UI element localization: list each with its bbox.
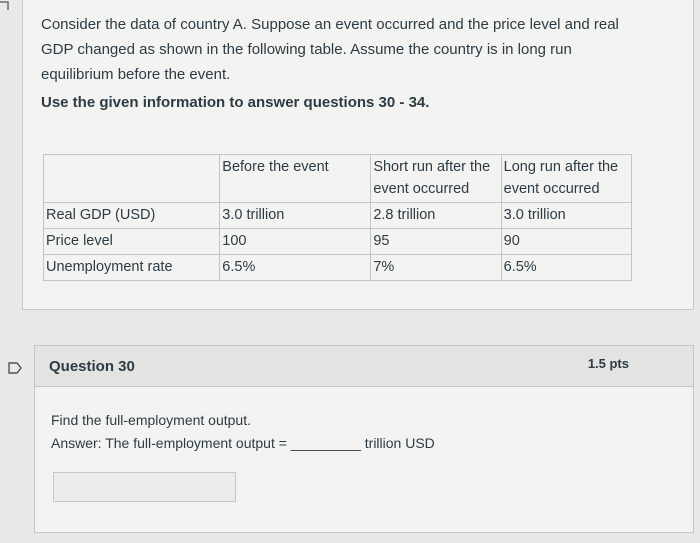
question-title: Question 30 — [49, 358, 135, 375]
question-card — [34, 345, 694, 533]
table-row — [44, 203, 632, 229]
table-cell: 3.0 trillion — [501, 203, 631, 229]
table-header-cell: Long run after the event occurred — [501, 155, 631, 203]
instruction-text: Use the given information to answer questions 30 - 34. — [41, 94, 430, 111]
table-header-row — [44, 155, 632, 203]
table-cell: 100 — [220, 229, 371, 255]
question-points: 1.5 pts — [587, 356, 629, 371]
question-header — [35, 346, 693, 387]
table-cell: Unemployment rate — [44, 255, 220, 281]
answer-line: Answer: The full-employment output = _________ trillion USD — [51, 435, 435, 451]
table-cell: 6.5% — [501, 255, 631, 281]
table-cell: 2.8 trillion — [371, 203, 501, 229]
table-row — [44, 255, 632, 281]
table-row — [44, 229, 632, 255]
question-prompt: Find the full-employment output. — [51, 412, 251, 428]
answer-input[interactable] — [53, 472, 236, 502]
intro-text: Consider the data of country A. Suppose an event occurred and the price level and real GDP changed as shown in the following table. Assume the country is in long run equilibrium before the event. — [41, 16, 619, 83]
table-cell: 90 — [501, 229, 631, 255]
table-cell: Real GDP (USD) — [44, 203, 220, 229]
table-cell: Price level — [44, 229, 220, 255]
data-table — [43, 154, 632, 281]
bookmark-flag-icon[interactable] — [8, 361, 22, 375]
table-cell: 3.0 trillion — [220, 203, 371, 229]
table-header-cell — [44, 155, 220, 203]
table-header-cell: Short run after the event occurred — [371, 155, 501, 203]
table-cell: 95 — [371, 229, 501, 255]
table-cell: 7% — [371, 255, 501, 281]
corner-mark-icon — [0, 0, 14, 14]
table-cell: 6.5% — [220, 255, 371, 281]
table-header-cell: Before the event — [220, 155, 371, 203]
question-context-card — [22, 0, 694, 310]
